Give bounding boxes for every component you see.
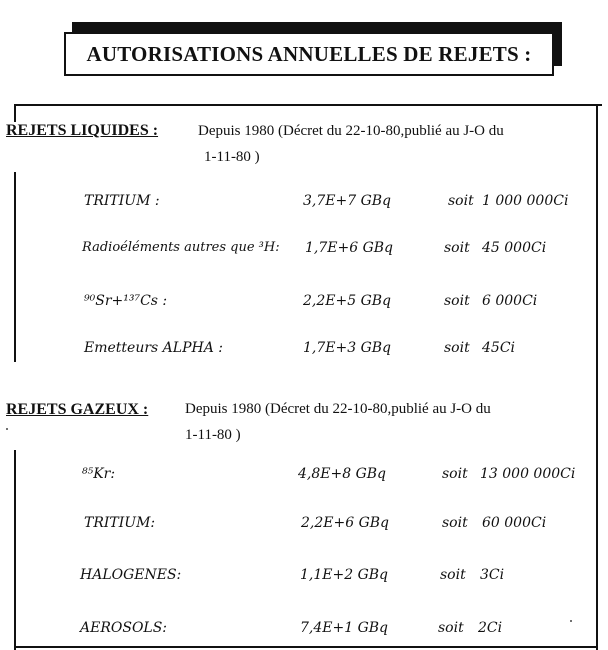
curies-value: 2Ci [478,620,503,636]
curies-value: 45Ci [482,340,516,356]
gazeux-row [0,466,608,490]
liquides-row [0,240,608,264]
bottom-rule [14,646,598,648]
curies-value: 1 000 000Ci [482,193,569,209]
liquides-row [0,293,608,317]
soit-label: soit [444,340,470,356]
quantity-value: 1,7E+6 GBq [305,240,394,256]
quantity-value: 4,8E+8 GBq [298,466,387,482]
element-name: TRITIUM : [84,193,160,209]
liquides-desc-line2: 1-11-80 ) [204,149,260,165]
gazeux-desc-line1: Depuis 1980 (Décret du 22-10-80,publié au J-O du [185,401,491,417]
element-name: Emetteurs ALPHA : [84,340,223,356]
element-name: AEROSOLS: [80,620,168,636]
element-name: ⁹⁰Sr+¹³⁷Cs : [84,293,168,309]
soit-label: soit [448,193,474,209]
speck [6,428,8,430]
quantity-value: 1,1E+2 GBq [300,567,389,583]
element-name: ⁸⁵Kr: [82,466,116,482]
liquides-row [0,193,608,217]
liquides-desc-line1: Depuis 1980 (Décret du 22-10-80,publié au J-O du [198,123,504,139]
quantity-value: 2,2E+6 GBq [301,515,390,531]
element-name: HALOGENES: [80,567,182,583]
top-rule [14,104,602,106]
curies-value: 60 000Ci [482,515,547,531]
curies-value: 45 000Ci [482,240,547,256]
left-rule-upper [14,104,16,122]
curies-value: 13 000 000Ci [480,466,576,482]
soit-label: soit [440,567,466,583]
soit-label: soit [444,293,470,309]
page-title: AUTORISATIONS ANNUELLES DE REJETS : [64,32,554,76]
title-box [64,32,554,76]
gazeux-desc-line2: 1-11-80 ) [185,427,241,443]
element-name: TRITIUM: [84,515,156,531]
quantity-value: 3,7E+7 GBq [303,193,392,209]
soit-label: soit [438,620,464,636]
gazeux-row [0,567,608,591]
quantity-value: 1,7E+3 GBq [303,340,392,356]
element-name: Radioéléments autres que ³H: [82,240,280,255]
liquides-heading: REJETS LIQUIDES : [6,122,159,139]
gazeux-row [0,515,608,539]
soit-label: soit [442,466,468,482]
gazeux-row [0,620,608,644]
liquides-row [0,340,608,364]
curies-value: 3Ci [480,567,505,583]
soit-label: soit [444,240,470,256]
quantity-value: 2,2E+5 GBq [303,293,392,309]
quantity-value: 7,4E+1 GBq [300,620,389,636]
soit-label: soit [442,515,468,531]
curies-value: 6 000Ci [482,293,538,309]
gazeux-heading: REJETS GAZEUX : [6,401,149,418]
